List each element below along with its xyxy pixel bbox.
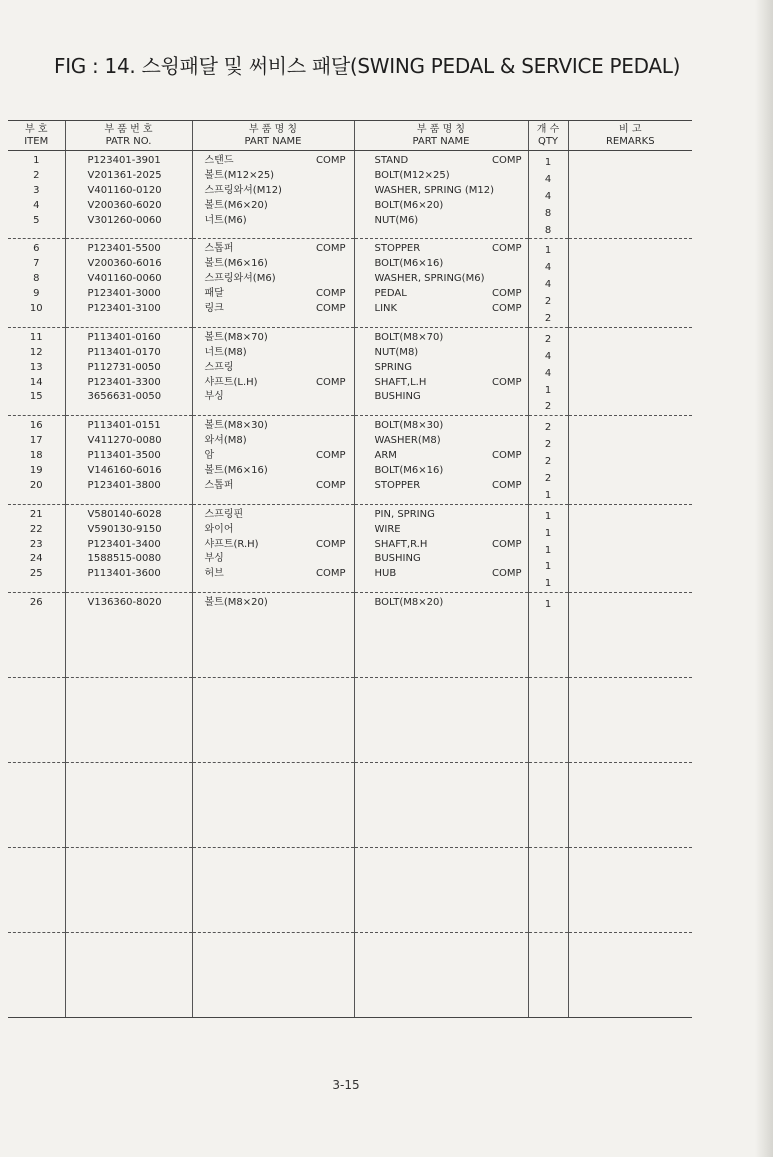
part-name-en-line [355,361,528,376]
table-header-row [8,121,692,151]
part-number: 3656631-0050 [87,391,162,403]
part-name-en-cell [354,239,528,327]
item-number: 20 [29,479,43,491]
quantity: 8 [544,207,552,219]
part-name-en: BOLT(M6×20) [374,199,444,211]
item-number: 7 [33,258,40,270]
part-name-en: BOLT(M12×25) [374,169,450,181]
item-number: 5 [33,214,40,226]
remarks-cell [568,504,692,592]
part-name-kr: 샤프트(R.H) [204,538,259,550]
part-name-kr-line [193,552,354,567]
part-no-cell [65,416,192,504]
part-number: P113401-0151 [87,420,161,432]
part-name-en: PEDAL [374,288,407,300]
item-number: 6 [33,243,40,255]
part-name-en-line [355,434,528,449]
part-name-kr-cell [192,933,354,1018]
part-no-cell [65,763,192,848]
item-cell [8,848,65,933]
part-name-en: SHAFT,R.H [374,538,428,550]
part-name-kr-line [193,257,354,272]
part-no-cell [65,593,192,678]
part-number: P123401-3400 [87,538,161,550]
part-no-cell [65,848,192,933]
part-name-kr-line [193,508,354,523]
part-name-kr: 스프링핀 [204,508,244,520]
part-name-en: PIN, SPRING [374,508,435,520]
part-name-kr-cell [192,848,354,933]
item-number: 13 [29,361,43,373]
part-name-en: NUT(M8) [374,346,419,358]
part-name-en-cell [354,504,528,592]
part-name-en: BOLT(M8×30) [374,420,444,432]
part-name-en-line [355,184,528,199]
table-row [8,848,692,933]
quantity: 1 [544,561,552,573]
part-name-kr: 패달 [204,288,224,300]
part-name-en: BOLT(M8×70) [374,331,444,343]
part-name-kr: 샤프트(L.H) [204,376,258,388]
quantity: 4 [544,173,552,185]
comp-label-kr: COMP [315,155,346,166]
part-name-kr: 볼트(M8×70) [204,331,268,343]
part-name-en: SHAFT,L.H [374,376,427,388]
part-name-kr-line [193,361,354,376]
item-cell [8,593,65,678]
part-name-kr-cell [192,593,354,678]
part-name-kr-line [193,449,354,464]
part-name-en: BUSHING [374,391,421,403]
part-number: V200360-6016 [87,258,162,270]
part-name-en-line [355,272,528,287]
qty-cell [528,848,568,933]
part-number: V401160-0060 [87,273,162,285]
qty-cell [528,504,568,592]
part-name-kr: 볼트(M6×20) [204,199,268,211]
part-name-en-line [355,567,528,582]
part-name-kr: 스프링와셔(M12) [204,184,282,196]
part-name-en-cell [354,933,528,1018]
part-name-en-cell [354,151,528,239]
part-name-en-line [355,169,528,184]
quantity: 2 [544,333,552,345]
comp-label-kr: COMP [315,450,346,462]
item-cell [8,151,65,239]
part-number: V590130-9150 [87,523,162,535]
comp-label-en: COMP [491,303,522,315]
part-name-en: BOLT(M6×16) [374,258,444,270]
part-name-en-line [355,479,528,494]
part-name-kr: 스프링 [204,361,234,373]
part-name-en-cell [354,763,528,848]
part-name-kr-line [193,434,354,449]
table-row [8,327,692,415]
part-name-en-line [355,257,528,272]
part-number: P123401-5500 [87,243,161,255]
quantity: 2 [544,456,552,468]
part-name-en: SPRING [374,361,413,373]
part-no-cell [65,504,192,592]
part-name-kr-line [193,184,354,199]
part-name-en: ARM [374,450,397,462]
item-cell [8,327,65,415]
part-name-kr-cell [192,239,354,327]
part-name-en: WASHER, SPRING (M12) [374,184,495,196]
quantity: 4 [544,350,552,362]
qty-cell [528,327,568,415]
item-number: 14 [29,376,43,388]
part-name-kr: 링크 [204,303,224,315]
part-name-en-line [355,154,528,169]
part-name-kr: 허브 [204,568,224,580]
part-name-en: WASHER, SPRING(M6) [374,273,485,285]
part-name-kr-line [193,538,354,553]
part-name-kr-line [193,154,354,169]
quantity: 4 [544,367,552,379]
item-number: 25 [29,568,43,580]
remarks-cell [568,151,692,239]
part-number: P123401-3901 [87,155,161,166]
comp-label-kr: COMP [315,288,346,300]
part-name-kr: 너트(M8) [204,346,247,358]
part-name-kr-cell [192,504,354,592]
part-name-en-line [355,464,528,479]
part-name-en-line [355,508,528,523]
item-cell [8,239,65,327]
part-name-en: STOPPER [374,243,421,255]
table-row [8,593,692,678]
part-name-en: STOPPER [374,479,421,491]
quantity: 1 [544,578,552,590]
comp-label-en: COMP [491,376,522,388]
part-name-kr: 볼트(M8×30) [204,420,268,432]
remarks-cell [568,933,692,1018]
page-number: 3-15 [332,1078,360,1092]
part-name-kr: 부싱 [204,553,224,565]
part-name-kr: 와셔(M8) [204,435,247,447]
part-name-kr: 볼트(M6×16) [204,465,268,477]
item-cell [8,504,65,592]
quantity: 2 [544,473,552,485]
item-number: 4 [33,199,40,211]
parts-table [8,120,692,1018]
quantity: 1 [544,599,552,611]
part-name-kr-line [193,242,354,257]
quantity: 2 [544,296,552,308]
part-name-en-cell [354,593,528,678]
part-name-en-line [355,242,528,257]
comp-label-kr: COMP [315,303,346,315]
table-row [8,763,692,848]
remarks-cell [568,416,692,504]
header-item: 부 호 ITEM [8,121,65,151]
part-name-en-line [355,449,528,464]
part-name-kr-line [193,596,354,611]
part-name-en-line [355,287,528,302]
item-number: 15 [29,391,43,403]
part-number: P123401-3100 [87,303,161,315]
part-name-kr: 스톱퍼 [204,479,234,491]
item-cell [8,416,65,504]
part-name-en-line [355,331,528,346]
quantity: 2 [544,422,552,434]
item-number: 8 [33,273,40,285]
qty-cell [528,416,568,504]
part-name-kr-line [193,199,354,214]
header-qty: 개 수 QTY [528,121,568,151]
item-number: 17 [29,435,43,447]
part-number: V200360-6020 [87,199,162,211]
item-number: 11 [29,331,43,343]
quantity: 1 [544,245,552,257]
part-name-en-line [355,596,528,611]
quantity: 4 [544,190,552,202]
page-edge-shadow [755,0,773,1157]
part-name-kr-line [193,464,354,479]
table-row [8,239,692,327]
part-name-en: STAND [374,155,409,166]
item-number: 18 [29,450,43,462]
part-name-kr: 볼트(M8×20) [204,597,268,609]
item-cell [8,763,65,848]
remarks-cell [568,678,692,763]
item-number: 12 [29,346,43,358]
comp-label-en: COMP [491,538,522,550]
part-name-kr: 스탠드 [204,155,234,166]
part-name-kr: 너트(M6) [204,214,247,226]
quantity: 1 [544,489,552,501]
part-number: P112731-0050 [87,361,161,373]
part-name-kr-line [193,390,354,405]
table-row [8,933,692,1018]
comp-label-kr: COMP [315,479,346,491]
header-remarks: 비 고 REMARKS [568,121,692,151]
part-name-kr-cell [192,151,354,239]
part-no-cell [65,151,192,239]
part-name-en-line [355,346,528,361]
header-part-name-en: 부 품 명 칭 PART NAME [354,121,528,151]
item-number: 19 [29,465,43,477]
part-name-kr-line [193,331,354,346]
part-name-kr-cell [192,763,354,848]
quantity: 1 [544,527,552,539]
quantity: 2 [544,401,552,413]
part-name-en: NUT(M6) [374,214,419,226]
header-part-no: 부 품 번 호 PATR NO. [65,121,192,151]
part-name-en-line [355,302,528,317]
part-number: V146160-6016 [87,465,162,477]
part-name-en: HUB [374,568,397,580]
part-name-en: BUSHING [374,553,421,565]
qty-cell [528,593,568,678]
item-number: 21 [29,508,43,520]
item-number: 9 [33,288,40,300]
part-name-kr-line [193,376,354,391]
part-number: V301260-0060 [87,214,162,226]
part-name-kr-cell [192,327,354,415]
part-number: V411270-0080 [87,435,162,447]
item-number: 24 [29,553,43,565]
part-name-kr: 와이어 [204,523,234,535]
part-name-en-line [355,214,528,229]
part-name-en: WIRE [374,523,401,535]
quantity: 4 [544,279,552,291]
part-name-kr-cell [192,416,354,504]
part-name-kr: 볼트(M12×25) [204,169,275,181]
comp-label-en: COMP [491,288,522,300]
part-name-en: BOLT(M8×20) [374,597,444,609]
part-number: P123401-3000 [87,288,161,300]
part-name-kr: 스프링와셔(M6) [204,273,276,285]
part-no-cell [65,239,192,327]
part-name-kr: 부싱 [204,391,224,403]
qty-cell [528,678,568,763]
remarks-cell [568,327,692,415]
quantity: 4 [544,262,552,274]
part-name-kr-line [193,567,354,582]
part-name-kr-line [193,479,354,494]
table-row [8,151,692,239]
part-name-en-line [355,552,528,567]
part-number: V136360-8020 [87,597,162,609]
figure-title: FIG : 14. 스윙패달 및 써비스 패달(SWING PEDAL & SERVICE PEDAL) [54,54,681,78]
table-row [8,504,692,592]
part-no-cell [65,678,192,763]
part-name-en-line [355,199,528,214]
item-number: 2 [33,169,40,181]
comp-label-kr: COMP [315,243,346,255]
part-name-kr-line [193,169,354,184]
remarks-cell [568,239,692,327]
remarks-cell [568,848,692,933]
comp-label-en: COMP [491,479,522,491]
comp-label-en: COMP [491,243,522,255]
quantity: 1 [544,510,552,522]
part-no-cell [65,933,192,1018]
part-name-kr-line [193,346,354,361]
part-number: P123401-3800 [87,479,161,491]
remarks-cell [568,763,692,848]
comp-label-en: COMP [491,450,522,462]
quantity: 1 [544,384,552,396]
part-name-kr-line [193,214,354,229]
part-name-kr-line [193,419,354,434]
part-name-en-cell [354,678,528,763]
comp-label-en: COMP [491,155,522,166]
part-no-cell [65,327,192,415]
item-number: 10 [29,303,43,315]
qty-cell [528,151,568,239]
part-name-kr: 스톱퍼 [204,243,234,255]
part-name-en: LINK [374,303,398,315]
part-number: V580140-6028 [87,508,162,520]
table-row [8,416,692,504]
part-name-en-cell [354,416,528,504]
comp-label-kr: COMP [315,568,346,580]
item-number: 1 [33,155,40,166]
item-number: 22 [29,523,43,535]
quantity: 2 [544,313,552,325]
item-number: 3 [33,184,40,196]
comp-label-en: COMP [491,568,522,580]
part-name-en-line [355,523,528,538]
part-name-kr-line [193,287,354,302]
quantity: 2 [544,439,552,451]
part-name-en: WASHER(M8) [374,435,441,447]
item-number: 26 [29,597,43,609]
part-name-en-cell [354,848,528,933]
part-name-kr-line [193,302,354,317]
item-number: 16 [29,420,43,432]
item-number: 23 [29,538,43,550]
comp-label-kr: COMP [315,376,346,388]
part-number: V401160-0120 [87,184,162,196]
comp-label-kr: COMP [315,538,346,550]
qty-cell [528,933,568,1018]
part-name-en-line [355,390,528,405]
part-number: P113401-3500 [87,450,161,462]
quantity: 8 [544,224,552,236]
part-number: 1588515-0080 [87,553,162,565]
item-cell [8,678,65,763]
parts-table-body [8,151,692,1018]
quantity: 1 [544,157,552,168]
qty-cell [528,763,568,848]
part-number: P113401-0170 [87,346,161,358]
part-name-en-line [355,538,528,553]
part-name-kr-line [193,523,354,538]
part-name-kr-cell [192,678,354,763]
part-name-kr: 볼트(M6×16) [204,258,268,270]
part-name-en-cell [354,327,528,415]
item-cell [8,933,65,1018]
part-name-en: BOLT(M6×16) [374,465,444,477]
quantity: 1 [544,544,552,556]
part-name-en-line [355,419,528,434]
part-number: P113401-0160 [87,331,161,343]
remarks-cell [568,593,692,678]
part-number: P123401-3300 [87,376,161,388]
part-number: P113401-3600 [87,568,161,580]
part-name-kr: 암 [204,450,215,462]
qty-cell [528,239,568,327]
part-number: V201361-2025 [87,169,162,181]
table-row [8,678,692,763]
header-part-name-kr: 부 품 명 칭 PART NAME [192,121,354,151]
part-name-en-line [355,376,528,391]
part-name-kr-line [193,272,354,287]
